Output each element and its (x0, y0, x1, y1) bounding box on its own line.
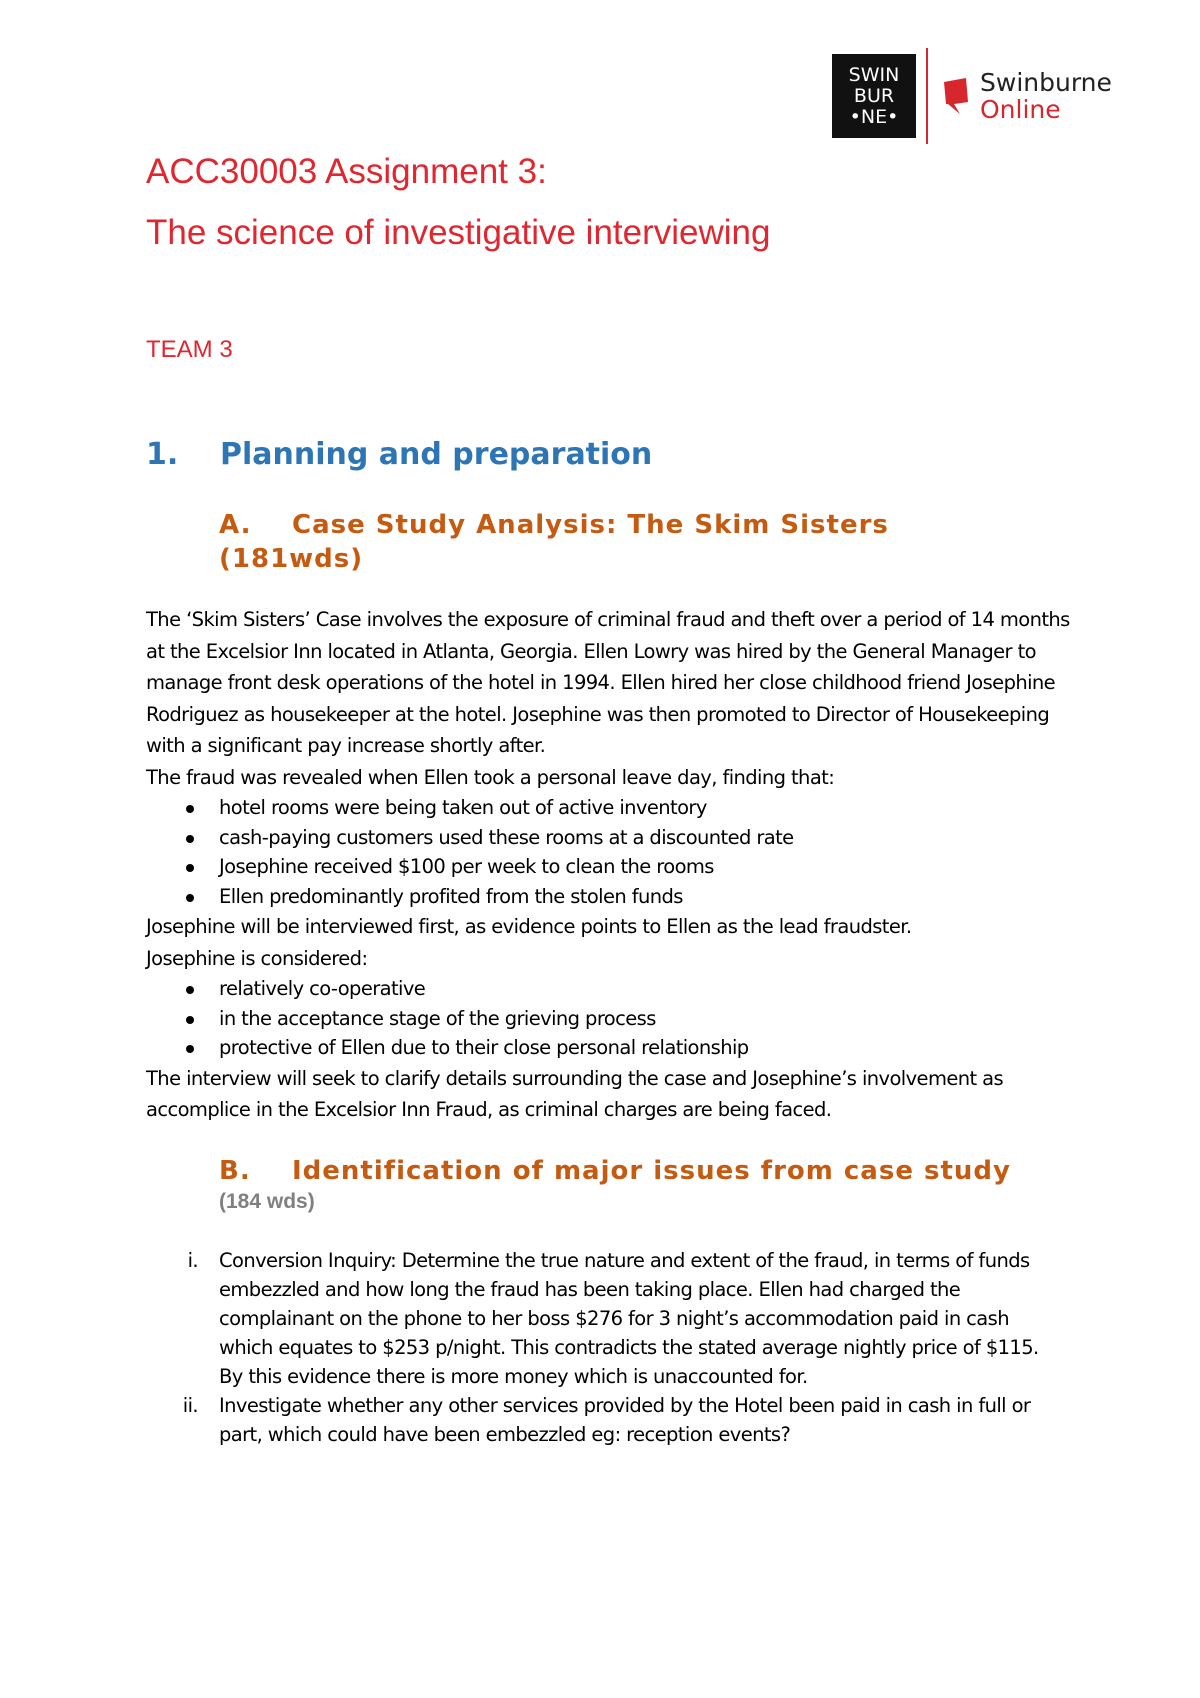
list-item: in the acceptance stage of the grieving process (146, 1004, 1086, 1034)
speech-bubble-icon (940, 76, 972, 116)
fraud-findings-list (146, 793, 1086, 911)
major-issues-list (146, 1246, 1066, 1449)
section-a-letter: A. (219, 510, 252, 540)
document-title-line1: ACC30003 Assignment 3: (146, 152, 547, 191)
list-item (146, 1246, 1066, 1391)
item-text: Conversion Inquiry: Determine the true nature and extent of the fraud, in terms of funds embezzled and how long the fraud has been taking place. Ellen had charged the complainant on the phone to her boss $276 for 3 night’s accommodation paid in cash which equates to $253 p/night. This contradicts the stated average nightly price of $115. By this evidence there is more money which is unaccounted for. (219, 1249, 1039, 1388)
section-a-body (146, 604, 1086, 1126)
list-item: Josephine received $100 per week to clean the rooms (146, 852, 1086, 882)
list-item: protective of Ellen due to their close personal relationship (146, 1033, 1086, 1063)
logo-wordmark (980, 69, 1112, 123)
document-title-line2: The science of investigative interviewing (146, 213, 771, 252)
section-b-word-count: (184 wds) (219, 1190, 315, 1213)
section-1-number: 1. (146, 437, 179, 472)
josephine-traits-list (146, 974, 1086, 1063)
logo-box-line-1: SWIN (848, 63, 900, 86)
interview-order-line: Josephine will be interviewed first, as evidence points to Ellen as the lead fraudster. (146, 915, 912, 938)
logo-divider (926, 48, 928, 144)
fraud-intro: The fraud was revealed when Ellen took a personal leave day, finding that: (146, 765, 835, 789)
list-item: cash-paying customers used these rooms at a discounted rate (146, 823, 1086, 853)
swinburne-logo (832, 48, 1112, 144)
swinburne-logo-box (832, 54, 916, 138)
considered-line: Josephine is considered: (146, 946, 368, 970)
section-1-title: Planning and preparation (220, 437, 653, 472)
section-b-letter: B. (219, 1156, 251, 1186)
team-label: TEAM 3 (146, 336, 233, 363)
case-paragraph: The ‘Skim Sisters’ Case involves the exposure of criminal fraud and theft over a period of 14 months at the Excelsior Inn located in Atlanta, Georgia. Ellen Lowry was hired by the General Manager to manage front desk operations of the hotel in 1994. Ellen hired her close childhood friend Josephine Rodriguez as housekeeper at the hotel. Josephine was then promoted to Director of Housekeeping with a significant pay increase shortly after. (146, 608, 1070, 757)
list-item (146, 1391, 1066, 1449)
section-1-heading (146, 437, 652, 472)
section-a-title: Case Study Analysis: The Skim Sisters (292, 510, 889, 540)
logo-name-line1: Swinburne (980, 68, 1112, 97)
closing-paragraph: The interview will seek to clarify details surrounding the case and Josephine’s involvement as accomplice in the Excelsior Inn Fraud, as criminal charges are being faced. (146, 1066, 1004, 1121)
item-text: Investigate whether any other services provided by the Hotel been paid in cash in full or part, which could have been embezzled eg: reception events? (219, 1394, 1031, 1446)
section-b-heading (219, 1154, 1011, 1188)
logo-box-line-2: BUR (853, 84, 895, 107)
list-item: hotel rooms were being taken out of active inventory (146, 793, 1086, 823)
section-a-word-count: (181wds) (219, 544, 364, 574)
section-b-title: Identification of major issues from case study (292, 1156, 1011, 1186)
logo-box-line-3: •NE• (849, 105, 899, 128)
item-number: i. (187, 1249, 198, 1272)
item-number: ii. (182, 1394, 198, 1417)
list-item: relatively co-operative (146, 974, 1086, 1004)
section-a-heading (219, 508, 889, 576)
list-item: Ellen predominantly profited from the stolen funds (146, 882, 1086, 912)
logo-name-line2: Online (980, 95, 1061, 124)
